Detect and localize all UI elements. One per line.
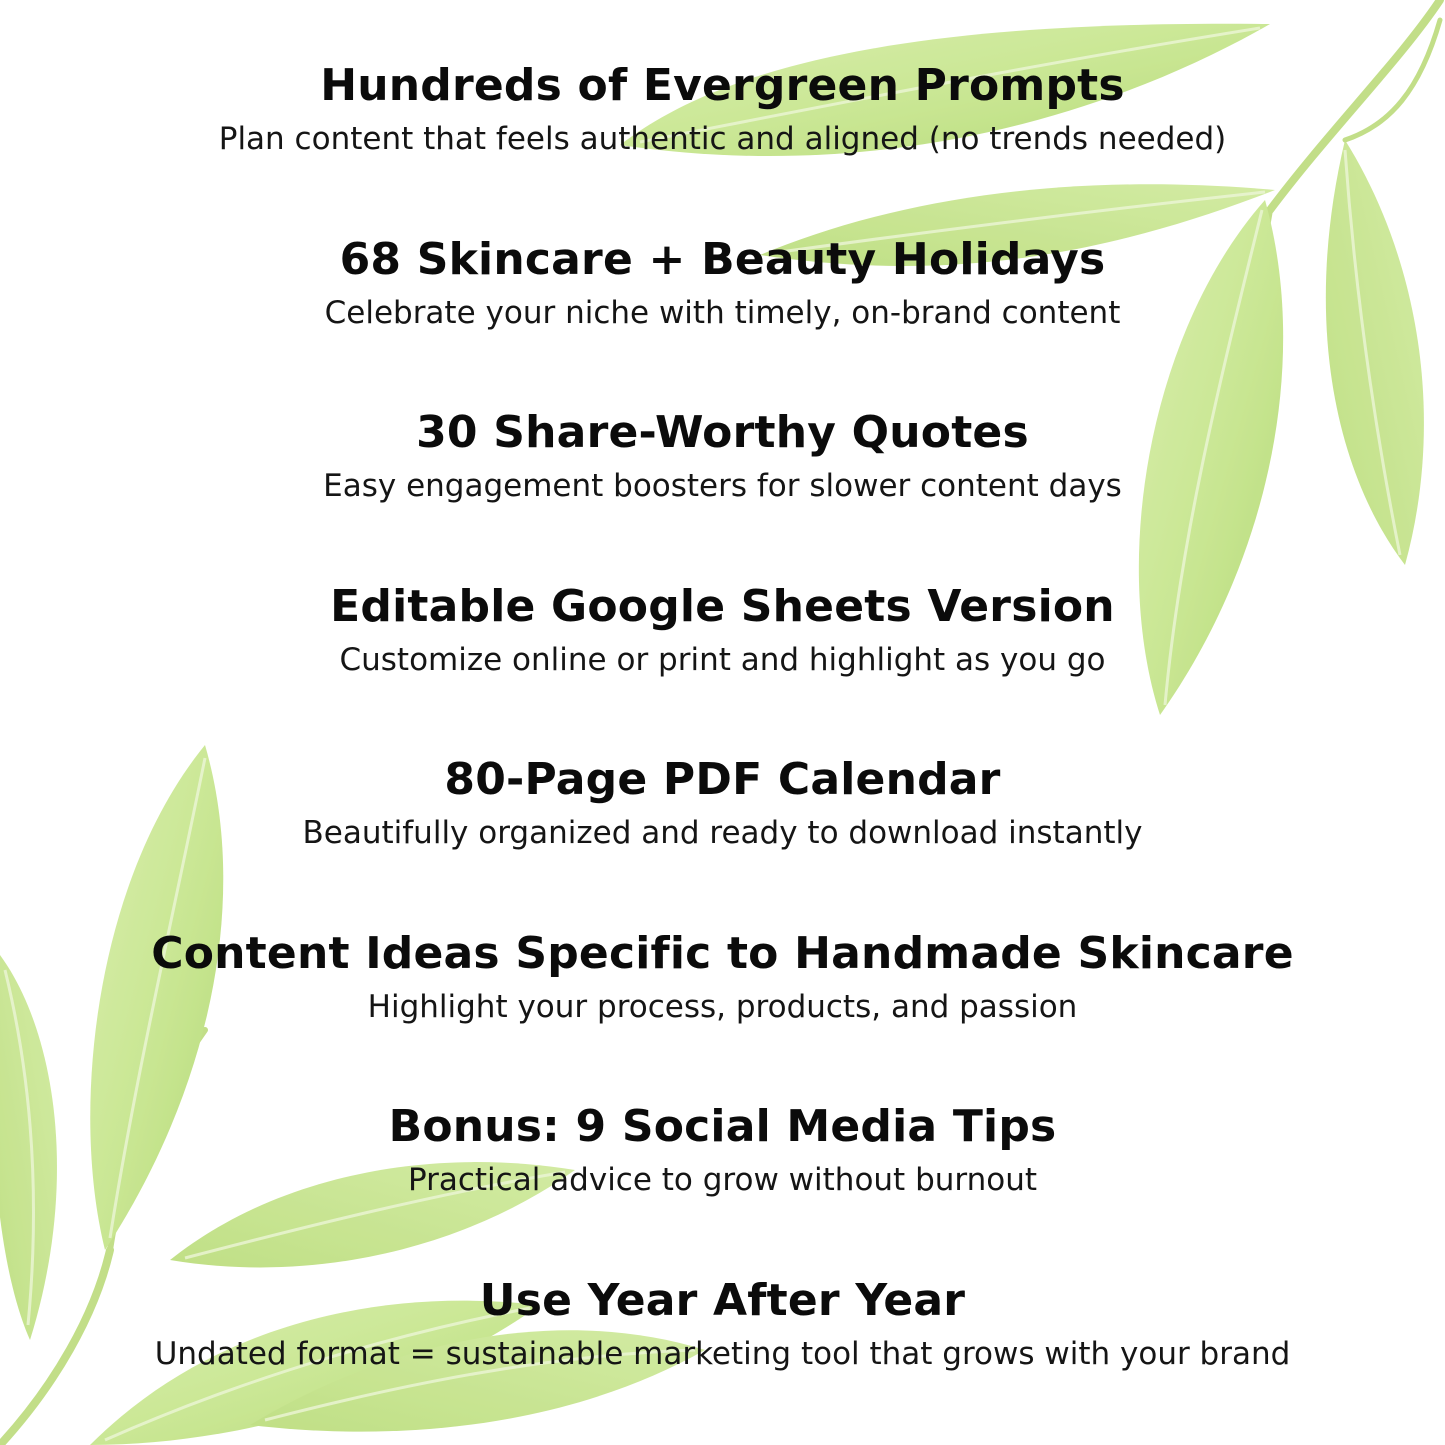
feature-title: 30 Share-Worthy Quotes	[416, 407, 1029, 458]
feature-item	[0, 62, 1445, 158]
feature-subtitle: Practical advice to grow without burnout	[407, 1162, 1038, 1199]
feature-subtitle: Celebrate your niche with timely, on-brand content	[324, 295, 1121, 332]
feature-item	[0, 409, 1445, 505]
feature-subtitle: Customize online or print and highlight as you go	[339, 642, 1106, 679]
feature-item	[0, 930, 1445, 1026]
feature-subtitle: Easy engagement boosters for slower content days	[323, 468, 1122, 505]
feature-subtitle: Highlight your process, products, and passion	[367, 989, 1078, 1026]
feature-title: 68 Skincare + Beauty Holidays	[339, 234, 1106, 285]
feature-title: 80-Page PDF Calendar	[444, 754, 1001, 805]
feature-title: Use Year After Year	[479, 1275, 966, 1326]
feature-item	[0, 236, 1445, 332]
feature-subtitle: Undated format = sustainable marketing tool that grows with your brand	[154, 1336, 1291, 1373]
feature-title: Bonus: 9 Social Media Tips	[388, 1101, 1057, 1152]
feature-item	[0, 1277, 1445, 1373]
feature-title: Content Ideas Specific to Handmade Skincare	[151, 928, 1294, 979]
feature-subtitle: Plan content that feels authentic and aligned (no trends needed)	[218, 121, 1227, 158]
feature-item	[0, 1103, 1445, 1199]
feature-title: Hundreds of Evergreen Prompts	[320, 60, 1125, 111]
feature-item	[0, 756, 1445, 852]
feature-item	[0, 583, 1445, 679]
feature-subtitle: Beautifully organized and ready to download instantly	[302, 815, 1143, 852]
feature-title: Editable Google Sheets Version	[330, 581, 1115, 632]
